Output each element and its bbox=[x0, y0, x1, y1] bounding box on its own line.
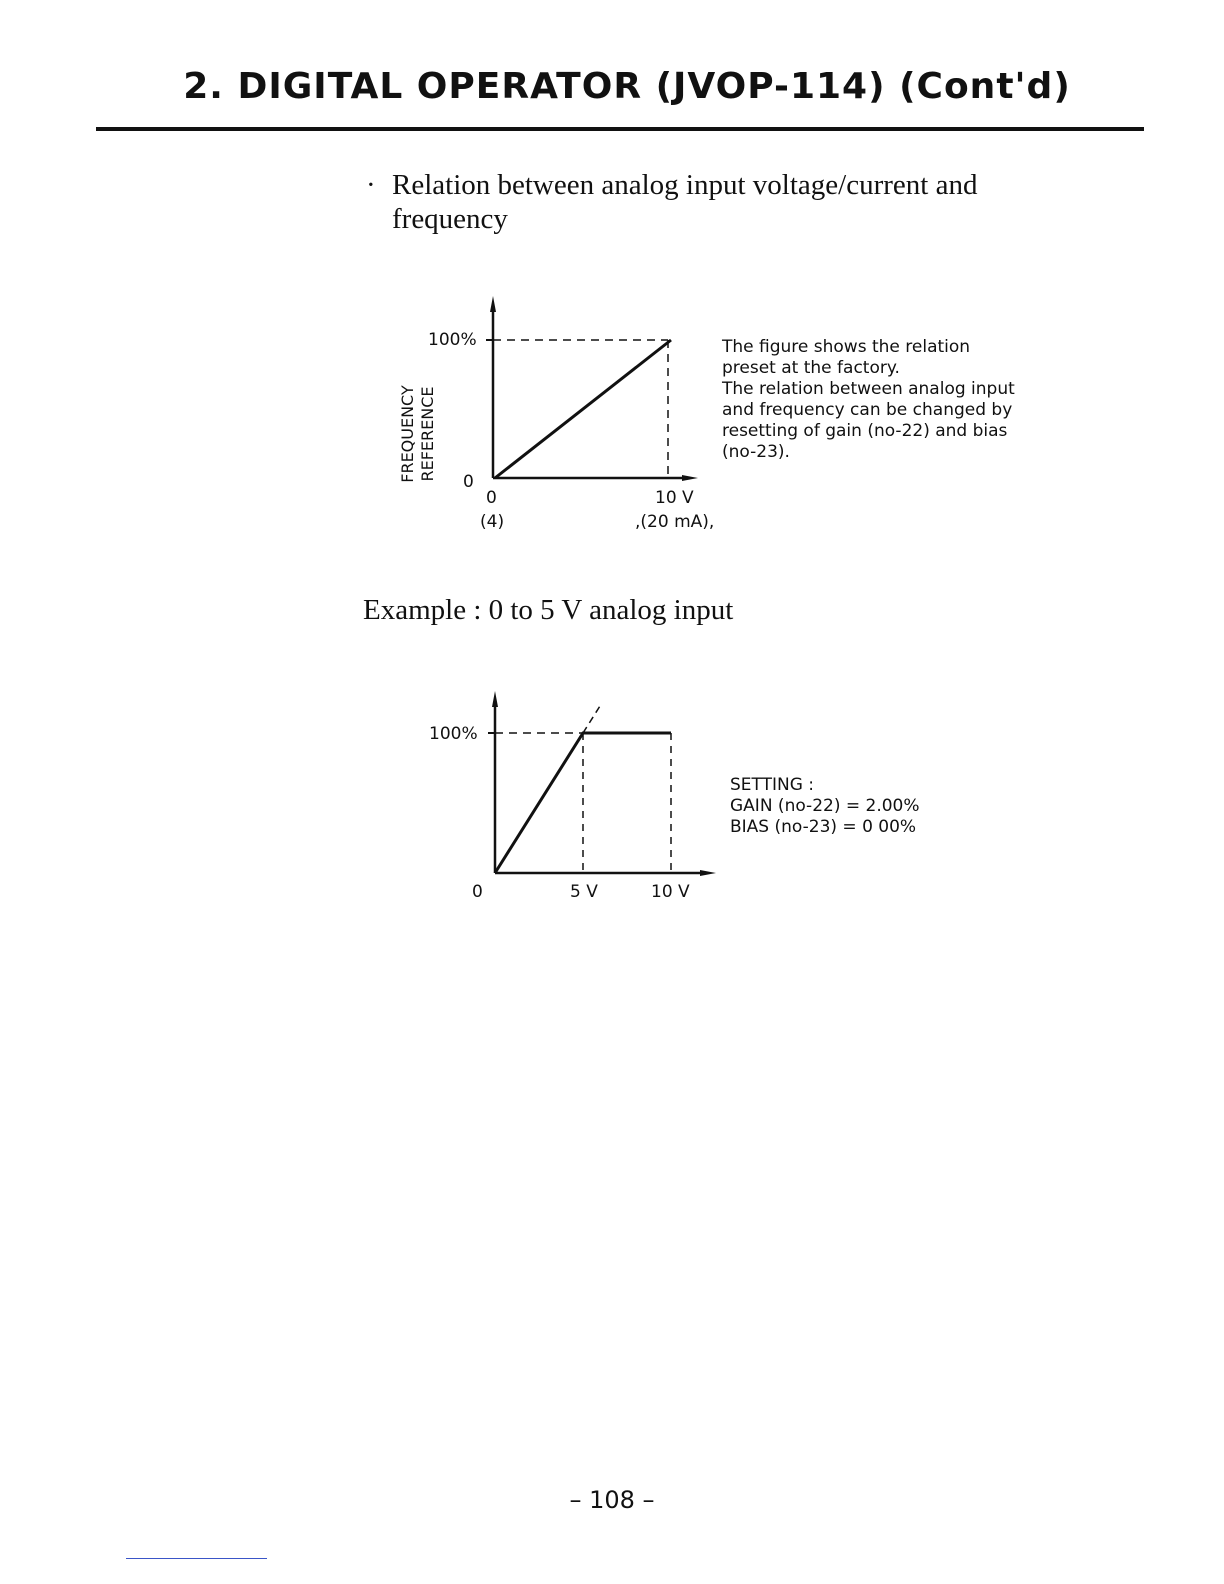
chart1-y-tick-label-100: 100% bbox=[428, 330, 477, 350]
chart1-y-tick-label-0: 0 bbox=[463, 472, 474, 492]
example-heading: Example : 0 to 5 V analog input bbox=[363, 594, 734, 626]
intro-text: Relation between analog input voltage/current and frequency bbox=[392, 169, 978, 235]
page-title: 2. DIGITAL OPERATOR (JVOP-114) (Cont'd) bbox=[183, 66, 1071, 107]
chart1-x-tick-sublabel-0: (4) bbox=[480, 512, 505, 532]
chart1-note-line2: The relation between analog input and frequency can be changed by resetting of gain (no-22) and bias (no-23). bbox=[722, 379, 1015, 462]
chart1-x-tick-label-10v: 10 V bbox=[655, 488, 694, 508]
setting-bias: BIAS (no-23) = 0 00% bbox=[730, 817, 917, 837]
footer-link-underline bbox=[126, 1558, 267, 1559]
chart1-note-line1: The figure shows the relation preset at the factory. bbox=[722, 337, 971, 378]
chart2-gain-extension-dashed bbox=[583, 705, 601, 733]
y-axis-title-line1: FREQUENCY bbox=[398, 385, 417, 483]
chart2-x-tick-label-0: 0 bbox=[472, 882, 483, 902]
chart1-x-tick-sublabel-10v: ,(20 mA), bbox=[635, 512, 715, 532]
setting-title: SETTING : bbox=[730, 775, 815, 795]
setting-gain: GAIN (no-22) = 2.00% bbox=[730, 796, 920, 816]
page-number: – 108 – bbox=[569, 1486, 655, 1514]
chart2-y-arrow-icon bbox=[492, 691, 498, 707]
chart2-x-tick-label-10v: 10 V bbox=[651, 882, 690, 902]
chart1-x-tick-label-0: 0 bbox=[486, 488, 497, 508]
chart2-y-tick-label-100: 100% bbox=[429, 724, 478, 744]
bullet-icon: · bbox=[366, 169, 376, 201]
chart2-x-arrow-icon bbox=[700, 870, 716, 876]
chart2-settings bbox=[730, 775, 990, 838]
y-axis-title-line2: REFERENCE bbox=[418, 386, 437, 482]
chart2-x-tick-label-5v: 5 V bbox=[570, 882, 598, 902]
